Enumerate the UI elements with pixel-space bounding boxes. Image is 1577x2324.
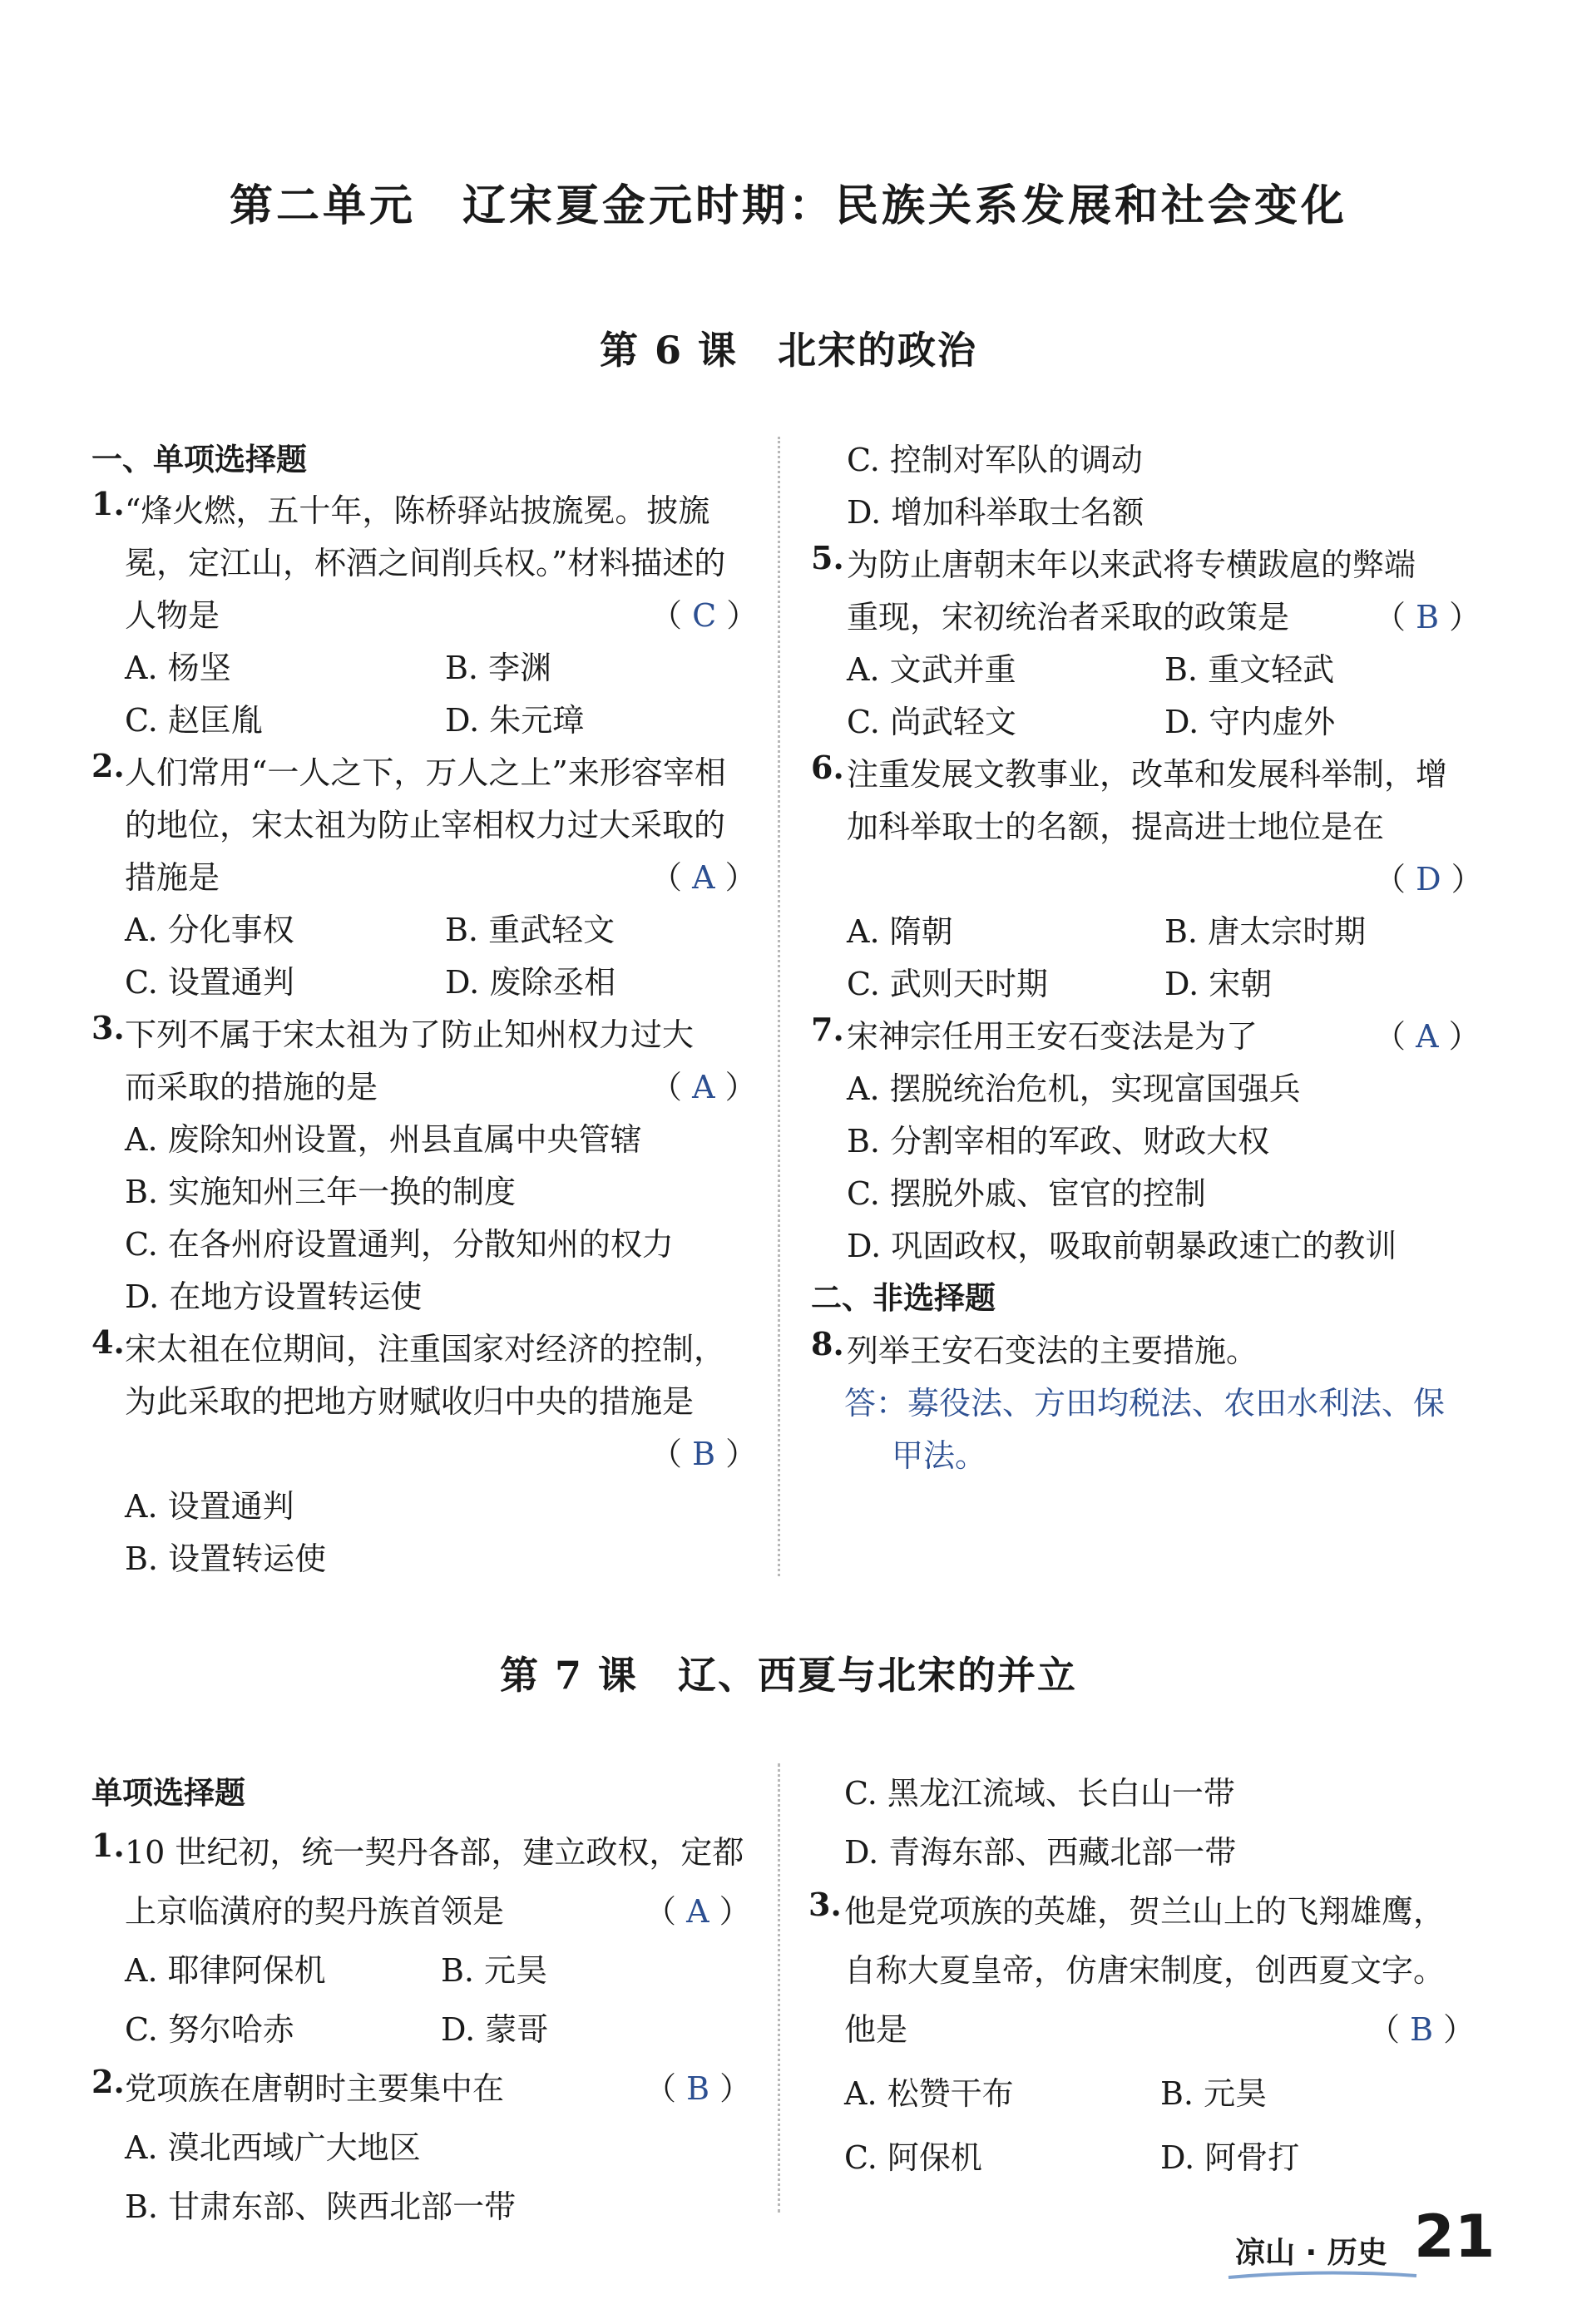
question-text: 的地位，宋太祖为防止宰相权力过大采取的 — [125, 807, 726, 843]
option: B. 元昊 — [441, 1952, 548, 1989]
question-text: 人物是 — [125, 597, 220, 634]
answer-letter: B — [686, 2070, 710, 2107]
option: C. 尚武轻文 — [847, 704, 1016, 740]
question-text: 下列不属于宋太祖为了防止知州权力过大 — [125, 1016, 695, 1053]
option: B. 李渊 — [445, 650, 552, 686]
option: A. 设置通判 — [125, 1488, 294, 1525]
option: C. 摆脱外戚、宦官的控制 — [847, 1175, 1206, 1212]
question-text: 为此采取的把地方财赋收归中央的措施是 — [125, 1383, 695, 1420]
question-text: 注重发展文教事业，改革和发展科举制，增 — [847, 756, 1448, 793]
option: C. 阿保机 — [844, 2139, 982, 2176]
question-text: 10 世纪初，统一契丹各部，建立政权，定都 — [125, 1834, 744, 1871]
answer-letter: A — [692, 859, 715, 896]
answer-bracket: （ B ） — [650, 1436, 758, 1472]
written-answer: 甲法。 — [892, 1437, 987, 1474]
footer-subject: 凉山 · 历史 — [1235, 2236, 1387, 2270]
option: C. 黑龙江流域、长白山一带 — [844, 1775, 1235, 1812]
option: D. 废除丞相 — [445, 964, 616, 1001]
option: D. 朱元璋 — [445, 702, 585, 739]
option: A. 松赞干布 — [844, 2075, 1014, 2112]
option: D. 宋朝 — [1164, 966, 1273, 1002]
question-text: 人们常用“一人之下，万人之上”来形容宰相 — [125, 754, 726, 791]
section-heading-non-choice: 二、非选择题 — [811, 1280, 996, 1316]
answer-letter: A — [686, 1893, 709, 1930]
option: A. 摆脱统治危机，实现富国强兵 — [847, 1071, 1301, 1107]
option: C. 在各州府设置通判，分散知州的权力 — [125, 1226, 674, 1263]
question-number: 7. — [811, 1011, 844, 1048]
question-text: 加科举取士的名额，提高进士地位是在 — [847, 808, 1385, 845]
answer-bracket: （ B ） — [1374, 599, 1481, 635]
column-divider-lesson-7 — [778, 1763, 780, 2213]
option: A. 耶律阿保机 — [125, 1952, 326, 1989]
question-text: 措施是 — [125, 859, 220, 896]
question-number: 5. — [811, 539, 844, 576]
answer-letter: A — [1416, 1018, 1439, 1055]
answer-letter: B — [692, 1436, 716, 1472]
answer-bracket: （ A ） — [650, 1069, 757, 1105]
option: B. 重武轻文 — [445, 912, 615, 948]
option: B. 甘肃东部、陕西北部一带 — [125, 2188, 517, 2225]
written-answer: 答：募役法、方田均税法、农田水利法、保 — [844, 1385, 1446, 1422]
option: B. 实施知州三年一换的制度 — [125, 1174, 517, 1210]
option: D. 增加科举取士名额 — [847, 494, 1144, 531]
footer-underline-swoosh — [1227, 2271, 1418, 2281]
question-number: 2. — [91, 2063, 125, 2100]
option: A. 漠北西域广大地区 — [125, 2129, 421, 2166]
question-number: 2. — [91, 747, 125, 784]
question-text: 党项族在唐朝时主要集中在 — [125, 2070, 505, 2107]
option: D. 在地方设置转运使 — [125, 1278, 423, 1315]
option: C. 设置通判 — [125, 964, 294, 1001]
option: B. 设置转运使 — [125, 1540, 327, 1577]
answer-bracket: （ A ） — [645, 1893, 751, 1930]
answer-bracket: （ A ） — [1374, 1018, 1481, 1055]
option: C. 武则天时期 — [847, 966, 1048, 1002]
lesson-7-title: 第 7 课 辽、西夏与北宋的并立 — [499, 1653, 1078, 1698]
question-text: 自称大夏皇帝，仿唐宋制度，创西夏文字。 — [844, 1952, 1446, 1989]
option: C. 努尔哈赤 — [125, 2011, 294, 2048]
page-number: 21 — [1414, 2203, 1495, 2271]
question-text: 宋神宗任用王安石变法是为了 — [847, 1018, 1258, 1055]
question-number: 3. — [808, 1886, 842, 1923]
question-text: 他是党项族的英雄，贺兰山上的飞翔雄鹰， — [844, 1893, 1446, 1930]
question-number: 3. — [91, 1009, 125, 1046]
option: A. 杨坚 — [125, 650, 231, 686]
answer-letter: B — [1410, 2011, 1434, 2048]
option: D. 守内虚外 — [1164, 704, 1336, 740]
option: D. 青海东部、西藏北部一带 — [844, 1834, 1237, 1871]
question-number: 4. — [91, 1323, 125, 1361]
question-text: 上京临潢府的契丹族首领是 — [125, 1893, 505, 1930]
question-text: 宋太祖在位期间，注重国家对经济的控制， — [125, 1331, 726, 1367]
answer-bracket: （ B ） — [1368, 2011, 1476, 2048]
answer-letter: B — [1416, 599, 1440, 635]
section-heading-single-choice: 一、单项选择题 — [91, 442, 307, 477]
option: D. 巩固政权，吸取前朝暴政速亡的教训 — [847, 1228, 1397, 1264]
question-number: 6. — [811, 749, 844, 786]
question-number: 1. — [91, 1827, 125, 1864]
option: A. 文武并重 — [847, 651, 1016, 688]
option: C. 赵匡胤 — [125, 702, 263, 739]
unit-title: 第二单元 辽宋夏金元时期：民族关系发展和社会变化 — [229, 181, 1347, 231]
option: B. 重文轻武 — [1164, 651, 1335, 688]
answer-bracket: （ C ） — [650, 597, 759, 634]
option: C. 控制对军队的调动 — [847, 442, 1143, 478]
option: B. 分割宰相的军政、财政大权 — [847, 1123, 1270, 1160]
question-text: 列举王安石变法的主要措施。 — [847, 1333, 1258, 1369]
answer-letter: A — [692, 1069, 715, 1105]
answer-letter: D — [1416, 861, 1441, 897]
option: D. 阿骨打 — [1160, 2139, 1300, 2176]
question-text: “烽火燃，五十年，陈桥驿站披旒冕。披旒 — [125, 492, 710, 529]
option: A. 隋朝 — [847, 913, 953, 950]
answer-bracket: （ D ） — [1374, 861, 1483, 897]
column-divider-lesson-6 — [778, 437, 780, 1576]
question-number: 1. — [91, 485, 125, 522]
question-number: 8. — [811, 1325, 844, 1362]
question-text: 而采取的措施的是 — [125, 1069, 378, 1105]
question-text: 冕，定江山，杯酒之间削兵权。”材料描述的 — [125, 545, 726, 581]
option: D. 蒙哥 — [441, 2011, 549, 2048]
answer-bracket: （ B ） — [645, 2070, 752, 2107]
option: A. 分化事权 — [125, 912, 294, 948]
question-text: 为防止唐朝末年以来武将专横跋扈的弊端 — [847, 546, 1416, 583]
page-footer — [1227, 2218, 1426, 2292]
option: B. 元昊 — [1160, 2075, 1268, 2112]
answer-letter: C — [692, 597, 717, 634]
question-text: 重现，宋初统治者采取的政策是 — [847, 599, 1290, 635]
answer-bracket: （ A ） — [650, 859, 757, 896]
section-heading-single-choice: 单项选择题 — [91, 1775, 245, 1811]
lesson-6-title: 第 6 课 北宋的政治 — [599, 328, 978, 373]
question-text: 他是 — [844, 2011, 908, 2048]
option: B. 唐太宗时期 — [1164, 913, 1367, 950]
option: A. 废除知州设置，州县直属中央管辖 — [125, 1121, 642, 1158]
